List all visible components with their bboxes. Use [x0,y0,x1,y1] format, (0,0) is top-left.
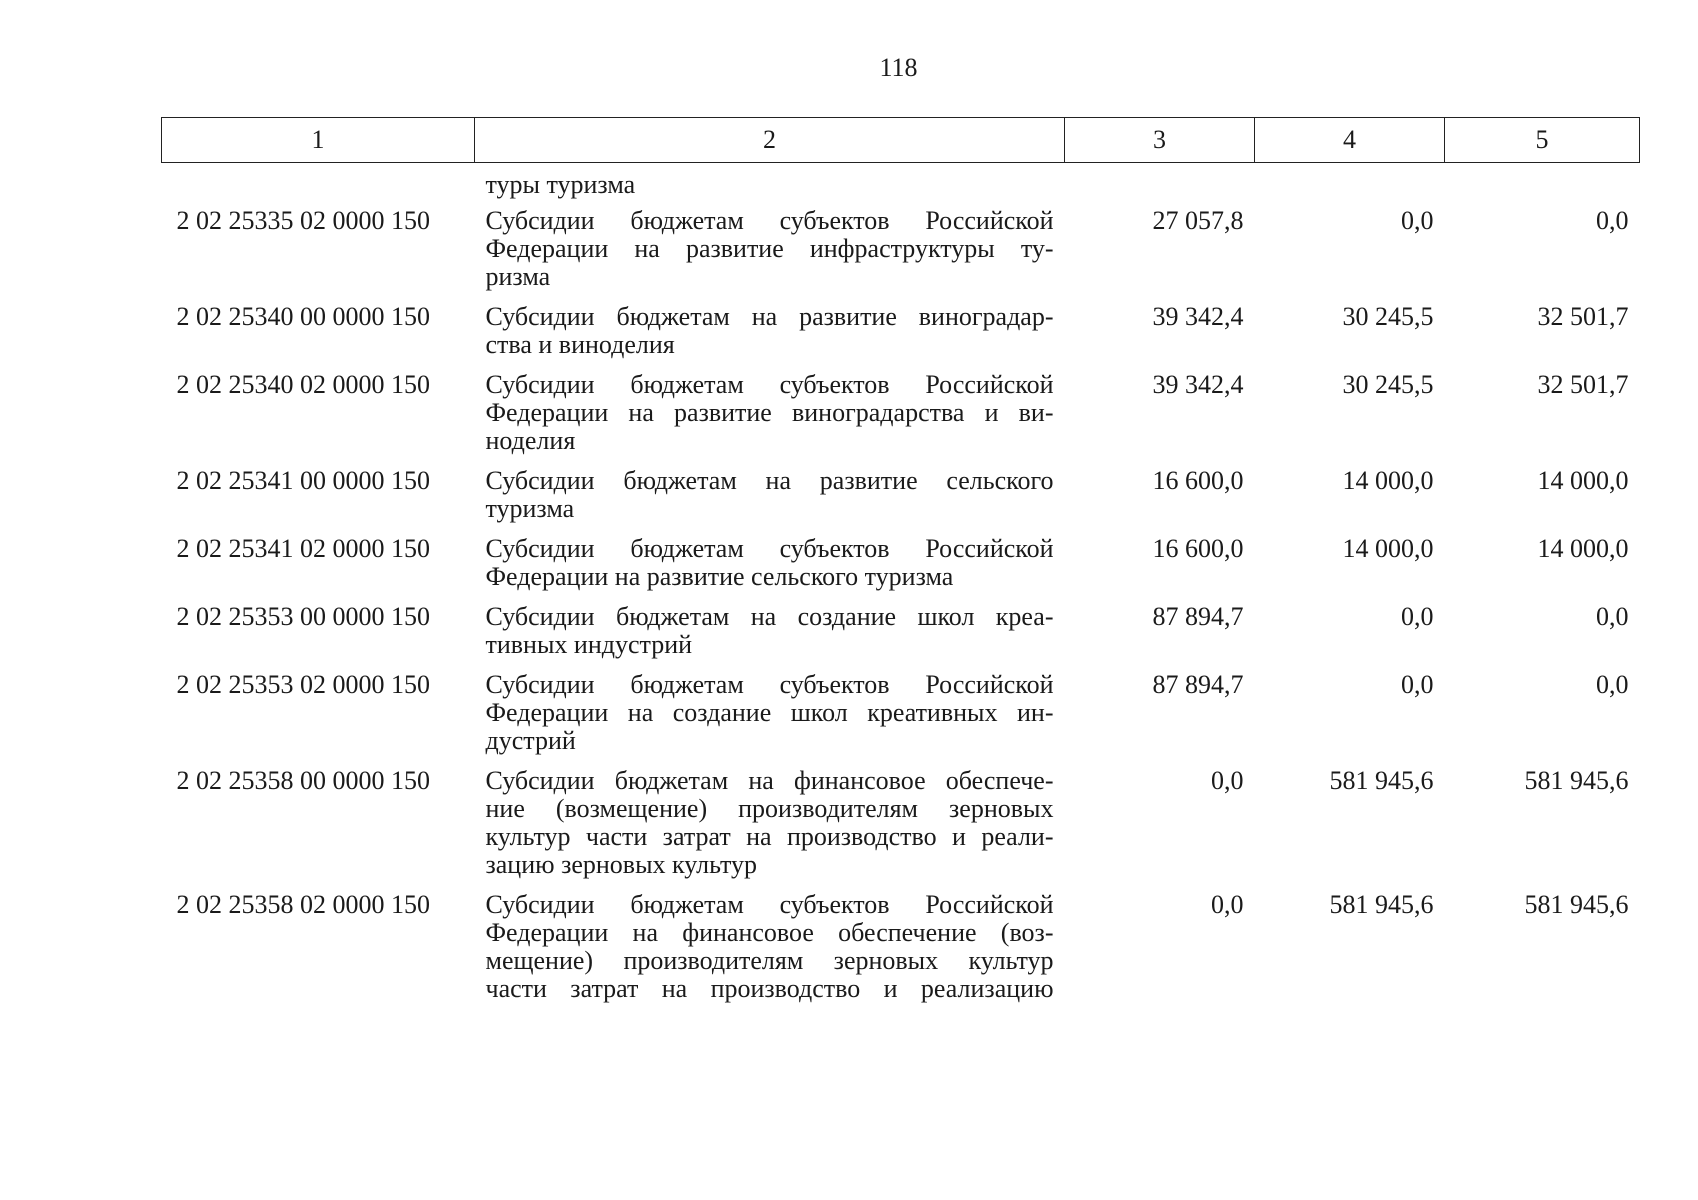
description-line: Федерации на развитие инфраструктуры ту- [485,234,1054,263]
row-value-col-3: 39 342,4 [1152,370,1244,399]
row-value-col-4: 0,0 [1401,602,1434,631]
table-row [162,303,1640,371]
description-line: Субсидии бюджетам на создание школ креа- [485,602,1054,631]
description-line: Федерации на развитие сельского туризма [485,562,954,591]
header-col-3: 3 [1065,118,1255,163]
description-line: Субсидии бюджетам субъектов Российской [485,370,1054,399]
header-row [162,118,1640,163]
row-value-col-3: 16 600,0 [1152,534,1244,563]
row-value-col-5: 581 945,6 [1524,766,1629,795]
row-description [475,535,1065,603]
row-value-col-4: 581 945,6 [1329,890,1434,919]
description-line: Федерации на финансовое обеспечение (воз- [485,918,1054,947]
description-line: Субсидии бюджетам субъектов Российской [485,890,1054,919]
description-line: Субсидии бюджетам субъектов Российской [485,534,1054,563]
row-description [475,207,1065,303]
description-line: зацию зерновых культур [485,850,758,879]
row-value-col-4: 14 000,0 [1342,534,1434,563]
description-line: Субсидии бюджетам на развитие сельского [485,466,1054,495]
row-value-col-3: 0,0 [1211,766,1244,795]
table-row [162,535,1640,603]
row-value-col-5: 32 501,7 [1537,302,1629,331]
description-line: ства и виноделия [485,330,675,359]
table-row [162,891,1640,1015]
description-line: ние (возмещение) производителям зерновых [485,794,1054,823]
row-description [475,163,1065,208]
table-row [162,467,1640,535]
row-value-col-4: 581 945,6 [1329,766,1434,795]
description-line: мещение) производителям зерновых культур [485,946,1054,975]
table-row [162,207,1640,303]
row-description [475,671,1065,767]
row-value-col-5: 0,0 [1596,206,1629,235]
description-line: Федерации на развитие виноградарства и ви- [485,398,1054,427]
table-body [162,163,1640,1016]
row-code: 2 02 25353 02 0000 150 [176,670,430,699]
row-code [162,163,475,208]
row-code: 2 02 25340 02 0000 150 [176,370,430,399]
row-code: 2 02 25340 00 0000 150 [176,302,430,331]
page-number: 118 [879,53,918,82]
description-line: части затрат на производство и реализацию [485,974,1054,1003]
row-value-col-3: 39 342,4 [1152,302,1244,331]
row-description [475,467,1065,535]
row-value-col-4: 0,0 [1401,206,1434,235]
row-description [475,767,1065,891]
row-value-col-5: 14 000,0 [1537,466,1629,495]
row-value-col-4: 30 245,5 [1342,370,1434,399]
row-code: 2 02 25335 02 0000 150 [176,206,430,235]
row-value-col-5: 32 501,7 [1537,370,1629,399]
table-row-continuation [162,163,1640,208]
row-description [475,303,1065,371]
row-code: 2 02 25353 00 0000 150 [176,602,430,631]
table-row [162,767,1640,891]
description-line: Субсидии бюджетам субъектов Российской [485,206,1054,235]
row-description [475,603,1065,671]
table-row [162,603,1640,671]
description-line: туризма [485,494,575,523]
description-line: Субсидии бюджетам на финансовое обеспече- [485,766,1054,795]
table-row [162,371,1640,467]
row-value-col-4: 14 000,0 [1342,466,1434,495]
row-value-col-5: 581 945,6 [1524,890,1629,919]
table-row [162,671,1640,767]
description-line: дустрий [485,726,576,755]
row-value-col-3 [1065,163,1255,208]
row-value-col-4 [1255,163,1445,208]
description-line: культур части затрат на производство и реали- [485,822,1054,851]
header-col-4: 4 [1255,118,1445,163]
row-description [475,371,1065,467]
table-header [162,118,1640,163]
header-col-1: 1 [162,118,475,163]
row-value-col-5: 14 000,0 [1537,534,1629,563]
row-value-col-3: 0,0 [1211,890,1244,919]
description-line: тивных индустрий [485,630,693,659]
row-value-col-3: 87 894,7 [1152,670,1244,699]
description-line: ризма [485,262,551,291]
row-value-col-4: 0,0 [1401,670,1434,699]
description-line: Федерации на создание школ креативных ин- [485,698,1054,727]
row-value-col-5: 0,0 [1596,670,1629,699]
row-value-col-3: 87 894,7 [1152,602,1244,631]
row-code: 2 02 25341 02 0000 150 [176,534,430,563]
row-value-col-3: 27 057,8 [1152,206,1244,235]
row-value-col-4: 30 245,5 [1342,302,1434,331]
row-code: 2 02 25358 02 0000 150 [176,890,430,919]
row-code: 2 02 25341 00 0000 150 [176,466,430,495]
description-line: Субсидии бюджетам на развитие виноградар- [485,302,1054,331]
description-line: ноделия [485,426,576,455]
row-description [475,891,1065,1015]
row-value-col-5: 0,0 [1596,602,1629,631]
row-value-col-3: 16 600,0 [1152,466,1244,495]
header-col-2: 2 [475,118,1065,163]
description-line: Субсидии бюджетам субъектов Российской [485,670,1054,699]
header-col-5: 5 [1445,118,1640,163]
budget-table [161,117,1640,1015]
row-value-col-5 [1445,163,1640,208]
description-line: туры туризма [485,170,636,199]
row-code: 2 02 25358 00 0000 150 [176,766,430,795]
